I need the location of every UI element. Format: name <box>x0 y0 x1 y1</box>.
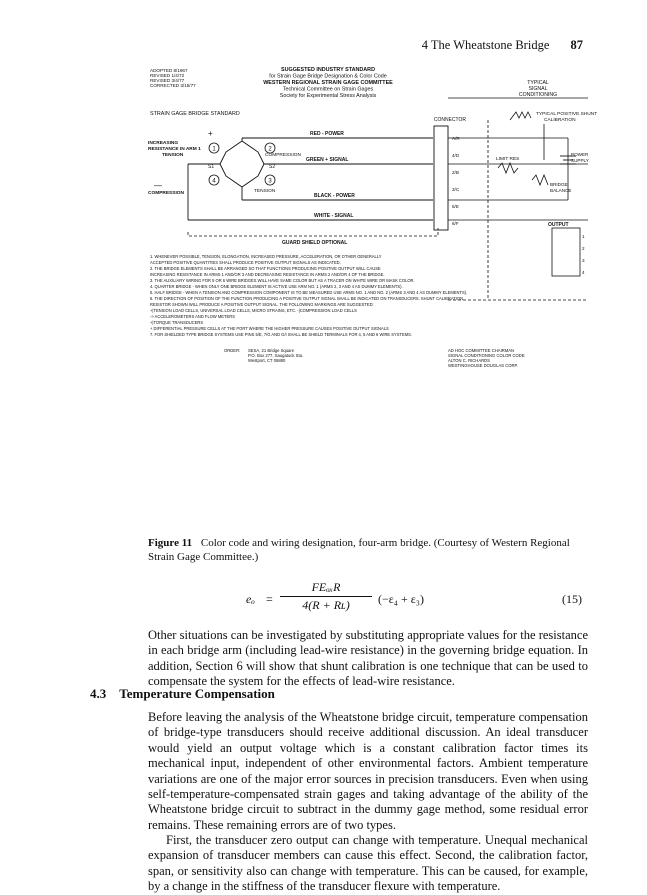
bridge-arm <box>242 164 264 187</box>
output-pin: 1 <box>582 234 585 239</box>
bridge-balance-label: BALANCE <box>550 188 572 193</box>
note-line: 6. THE DIRECTION OF POSITION OF THE FUNCTION PRODUCING A POSITIVE OUTPUT SIGNAL SHALL BE INDICATED ON TRANSDUCERS. SHUNT CALIBRATION <box>150 296 464 301</box>
shunt-resistor <box>510 112 531 120</box>
pin-label: 6/F <box>452 221 459 226</box>
balance-resistor <box>532 175 548 185</box>
bridge-balance-label: BRIDGE <box>550 182 568 187</box>
body-paragraph: First, the transducer zero output can change with temperature. Unequal mechanical expansion of transducer members can cause this effect. Second, the calibration factor, span, or sensitivity also can change with temperature. This can be caused, for example, by a change in the stiffness of the transducer flexure with temperature. <box>148 833 588 894</box>
stamp-line: ADOPTED 8/1967 <box>150 68 188 73</box>
pin-label: 2/B <box>452 170 459 175</box>
footer-line: ORDER: <box>224 348 241 353</box>
running-head <box>0 38 583 53</box>
note-line: INCREASING RESISTANCE IN ARMS 1 AND/OR 3 AND DECREASING RESISTANCE IN ARMS 2 AND/OR 4 OF THE BRIDGE. <box>150 272 385 277</box>
typical-signal-label <box>519 80 557 98</box>
output-pins <box>582 234 585 275</box>
figure-footer-right <box>448 348 525 368</box>
caption-text: Color code and wiring designation, four-arm bridge. (Courtesy of Western Regional Strain Gage Committee.) <box>148 537 570 563</box>
pin-label: 4/D <box>452 153 460 158</box>
minus-sign: — <box>154 181 162 190</box>
compression-label: COMPRESSION <box>265 153 301 158</box>
bridge-arm <box>220 164 242 187</box>
note-line: 5. HALF BRIDGE - WHEN A TENSION AND COMPRESSION COMPONENT IS TO BE MEASURED USE ARMS NO. 1 AND NO. 2 (ARMS 3 AND 4 AS DUMMY ELEMENTS). <box>150 290 468 295</box>
wiring-figure <box>148 60 598 530</box>
bridge-standard-label: STRAIN GAGE BRIDGE STANDARD <box>150 111 240 117</box>
title-line: for Strain Gage Bridge Designation & Color Code <box>269 73 387 80</box>
equation-numerator: FEₒₓR <box>280 580 372 597</box>
footer-line: AD HOC COMMITTEE CHAIRMAN <box>448 348 515 353</box>
note-line: +|TENSION LOAD CELLS, UNIVERSAL LOAD CELLS, MICRO STRAINS, ETC. -|COMPRESSION LOAD CELLS <box>150 308 357 313</box>
wire-label: RED - POWER <box>310 131 344 137</box>
power-supply-label: SUPPLY <box>571 158 589 163</box>
connector-block <box>434 126 448 230</box>
stamp-line: REVISED 3/4/77 <box>150 78 185 83</box>
footer-line: P.O. Box 277, Saugatuck Sta. <box>248 353 304 358</box>
wire-label: WHITE - SIGNAL <box>314 213 354 219</box>
note-line: RESISTOR SHOWN WILL PRODUCE A POSITIVE OUTPUT SIGNAL. THE FOLLOWING MARKINGS ARE SUGGESTED: <box>150 302 374 307</box>
note-line: +|TORQUE TRANSDUCERS <box>150 320 204 325</box>
arm-number: 1 <box>212 146 216 153</box>
body-paragraph: Other situations can be investigated by substituting appropriate values for the resistance in each bridge arm (including lead-wire resistance) in the governing bridge equation. In addition, Section 6 will show that shunt calibration is one technique that can be used to compensate the system for the effects of lead-wire resistance. <box>148 628 588 689</box>
section-heading <box>90 686 275 702</box>
figure-footer-left <box>224 348 303 363</box>
equation-equals: = <box>266 592 273 606</box>
increasing-line: TENSION <box>162 153 184 158</box>
wire-label: GREEN + SIGNAL <box>306 157 349 163</box>
typical-line: SIGNAL <box>528 86 548 92</box>
arm-number: 2 <box>268 146 272 153</box>
note-line: 7. FOR SHIELDED TYPE BRIDGE SYSTEMS USE PINS 5/E, 7/G AND G/I SHALL BE SHIELD TERMINALS FOR 4, 5 AND 6 WIRE SYSTEMS. <box>150 332 412 337</box>
bridge-arm <box>242 141 264 164</box>
output-label: OUTPUT <box>548 222 569 228</box>
note-line: -> ACCELEROMETERS AND FLOW METERS <box>150 314 235 319</box>
connector-pins <box>452 136 460 226</box>
note-line: + DIFFERENTIAL PRESSURE CELLS AT THE PORT WHERE THE HIGHER PRESSURE CAUSES POSITIVE OUTPUT SIGNALS <box>150 326 389 331</box>
page-number: 87 <box>570 38 583 52</box>
footer-line: WESTINGHOUSE DOUGLAS CORP. <box>448 363 518 368</box>
s2-label: S2 <box>269 164 276 170</box>
note-line: ACCEPTED POSITIVE QUANTITIES SHALL PRODUCE POSITIVE OUTPUT SIGNALS AS INDICATED. <box>150 260 341 265</box>
shunt-label: TYPICAL POSITIVE SHUNT <box>536 112 598 117</box>
equation-denominator: 4(R + Rʟ) <box>302 598 350 612</box>
equation-lhs: eₒ <box>246 592 255 606</box>
output-pin: 3 <box>582 258 585 263</box>
typical-line: CONDITIONING <box>518 92 558 98</box>
compression-label: COMPRESSION <box>148 191 184 196</box>
bridge-arm <box>220 141 242 164</box>
conditioning-wiring <box>448 120 588 300</box>
plus-sign: + <box>208 129 213 138</box>
stamp-line: CORRECTED 3/15/77 <box>150 83 196 88</box>
connector-label: CONNECTOR <box>433 117 466 123</box>
equation-tail: (−ε₄ + ε₃) <box>378 592 424 606</box>
wire-labels <box>306 131 355 219</box>
output-pin: 4 <box>582 270 585 275</box>
footer-line: SIGNAL CONDITIONING COLOR CODE <box>448 353 525 358</box>
s1-label: S1 <box>208 164 215 170</box>
wire-label: BLACK - POWER <box>314 193 355 199</box>
power-supply-label: POWER <box>571 152 589 157</box>
title-line: WESTERN REGIONAL STRAIN GAGE COMMITTEE <box>263 80 393 86</box>
arm-number: 4 <box>212 178 216 185</box>
guard-label: GUARD SHIELD OPTIONAL <box>282 240 348 246</box>
figure-notes <box>150 254 467 337</box>
section-title: Temperature Compensation <box>119 686 275 701</box>
pin-label: A/R <box>452 136 460 141</box>
section-number: 4.3 <box>90 686 107 701</box>
shunt-label: CALIBRATION <box>544 118 576 123</box>
limit-res-label: LIMIT RES <box>496 157 520 162</box>
bridge-diamond <box>188 138 433 220</box>
figure-label: Figure 11 <box>148 537 193 549</box>
title-line: SUGGESTED INDUSTRY STANDARD <box>281 67 375 73</box>
note-line: 2. THE BRIDGE ELEMENTS SHALL BE ARRANGED SO THAT FUNCTIONS PRODUCING POSITIVE OUTPUT WILL CAUSE <box>150 266 381 271</box>
title-line: Technical Committee on Strain Gages <box>282 86 374 93</box>
typical-line: TYPICAL <box>527 80 549 86</box>
note-line: 4. QUARTER BRIDGE - WHEN ONLY ONE BRIDGE ELEMENT IS ACTIVE USE ARM NO. 1 (ARMS 2, 3 AND 4 AS DUMMY ELEMENTS). <box>150 284 403 289</box>
pin-label: 5/E <box>452 204 459 209</box>
increasing-label <box>148 140 201 158</box>
arm-number: 3 <box>268 178 272 185</box>
guard-shield <box>188 228 438 236</box>
title-line: Society for Experimental Stress Analysis <box>279 93 377 99</box>
footer-line: ALTON C. RICHARDS <box>448 358 490 363</box>
footer-line: SESA, 21 Bridge Square <box>248 348 295 353</box>
figure-title <box>263 67 393 99</box>
left-stamp <box>150 68 196 88</box>
note-line: 1. WHENEVER POSSIBLE, TENSION, ELONGATION, INCREASED PRESSURE, ACCELERATION, OR OTHER GENERALLY <box>150 254 382 259</box>
body-paragraph: Before leaving the analysis of the Wheatstone bridge circuit, temperature compensation of bridge-type transducers should receive additional discussion. An ideal transducer would yield an output voltage which is a constant calibration factor times its mechanical input, independent of other environmental factors. Ambient temperature variations are one of the major error sources in precision transducers. Even when using self-temperature-compensated strain gages and taking advantage of the ability of the Wheatstone bridge circuit to subtract in the dummy gage method, some residual error remains. These remaining errors are of two types. <box>148 710 588 832</box>
increasing-line: RESISTANCE IN ARM 1 <box>148 147 201 152</box>
output-pin: 2 <box>582 246 585 251</box>
increasing-line: INCREASING <box>148 141 179 146</box>
limit-resistor <box>498 163 518 173</box>
note-line: 3. THE AUXILIARY WIRING FOR 5 OR 6 WIRE BRIDGES WILL HAVE SAME COLOR BUT AS A TRACER ON WHITE WIRE OR MASK COLOR. <box>150 278 415 283</box>
pin-label: 3/C <box>452 187 460 192</box>
footer-line: Westport, CT 06880 <box>248 358 286 363</box>
chapter-title: 4 The Wheatstone Bridge <box>421 38 550 52</box>
equation-number: (15) <box>562 592 582 606</box>
tension-label: TENSION <box>254 189 276 194</box>
equation-fraction <box>280 580 372 613</box>
equation-15 <box>0 578 647 622</box>
stamp-line: REVISED 1/4/72 <box>150 73 185 78</box>
figure-caption <box>148 536 588 564</box>
